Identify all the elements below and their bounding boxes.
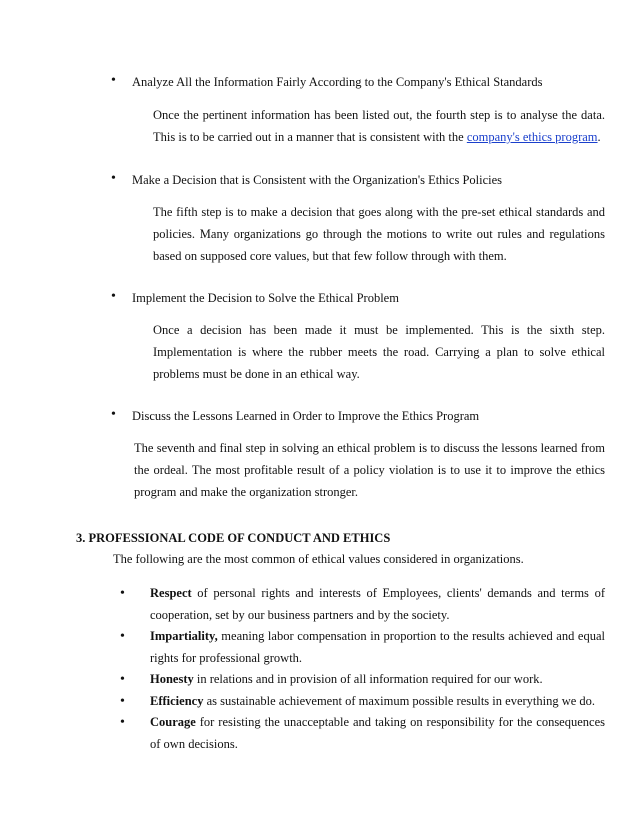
step-heading: [111, 289, 399, 306]
list-item: [120, 583, 605, 626]
step-paragraph: Once a decision has been made it must be implemented. This is the sixth step. Implementation is where the rubber meets the road. Carrying a plan to solve ethical problems must be done in an ethical way.: [153, 323, 605, 381]
step-heading: [111, 407, 480, 424]
paragraph-text: Once the pertinent information has been listed out, the fourth step is to analyse the data. This is to be carried out in a manner that is consistent with the: [153, 108, 605, 144]
step-paragraph: [153, 104, 605, 148]
value-term: Honesty: [150, 672, 194, 686]
step-heading-text: Discuss the Lessons Learned in Order to Improve the Ethics Program: [132, 409, 480, 423]
bullet-icon: •: [120, 715, 125, 730]
step-heading-text: Analyze All the Information Fairly According to the Company's Ethical Standards: [132, 75, 543, 89]
section-intro: The following are the most common of ethical values considered in organizations.: [113, 552, 524, 566]
value-term: Impartiality,: [150, 629, 218, 643]
step-heading: [111, 73, 543, 90]
value-term: Efficiency: [150, 693, 204, 708]
value-text: as sustainable achievement of maximum possible results in everything we do.: [203, 693, 596, 708]
ethics-program-link[interactable]: company's ethics program: [466, 130, 598, 144]
bullet-icon: •: [120, 629, 125, 644]
values-list: [120, 583, 605, 755]
bullet-icon: •: [111, 73, 116, 88]
list-item: [120, 626, 605, 669]
bullet-icon: •: [120, 586, 125, 601]
value-term: Respect: [150, 586, 192, 600]
bullet-icon: •: [120, 672, 125, 687]
bullet-icon: •: [120, 693, 125, 709]
list-item: [120, 712, 605, 755]
paragraph-text-end: .: [597, 130, 601, 144]
step-paragraph: The seventh and final step in solving an ethical problem is to discuss the lessons learned from the ordeal. The most profitable result of a policy violation is to use it to improve the ethics program and make the organization stronger.: [134, 441, 605, 499]
value-text: for resisting the unacceptable and taking on responsibility for the consequences of own decisions.: [150, 715, 605, 751]
step-heading: [111, 171, 503, 188]
value-term: Courage: [150, 715, 196, 729]
list-item: [120, 669, 605, 691]
value-text: in relations and in provision of all information required for our work.: [193, 672, 543, 686]
step-heading-text: Make a Decision that is Consistent with the Organization's Ethics Policies: [132, 173, 503, 187]
step-paragraph: The fifth step is to make a decision that goes along with the pre-set ethical standards and policies. Many organizations go through the motions to write out rules and regulations based on supposed core values, but that few follow through with them.: [153, 205, 605, 263]
section-heading: 3. PROFESSIONAL CODE OF CONDUCT AND ETHICS: [76, 531, 391, 545]
step-heading-text: Implement the Decision to Solve the Ethical Problem: [132, 291, 399, 305]
bullet-icon: •: [111, 407, 116, 422]
value-text: of personal rights and interests of Employees, clients' demands and terms of cooperation, set by our business partners and by the society.: [150, 586, 605, 622]
list-item: [120, 691, 605, 713]
bullet-icon: •: [111, 171, 116, 186]
bullet-icon: •: [111, 289, 116, 304]
value-text: meaning labor compensation in proportion to the results achieved and equal rights for professional growth.: [150, 629, 605, 665]
